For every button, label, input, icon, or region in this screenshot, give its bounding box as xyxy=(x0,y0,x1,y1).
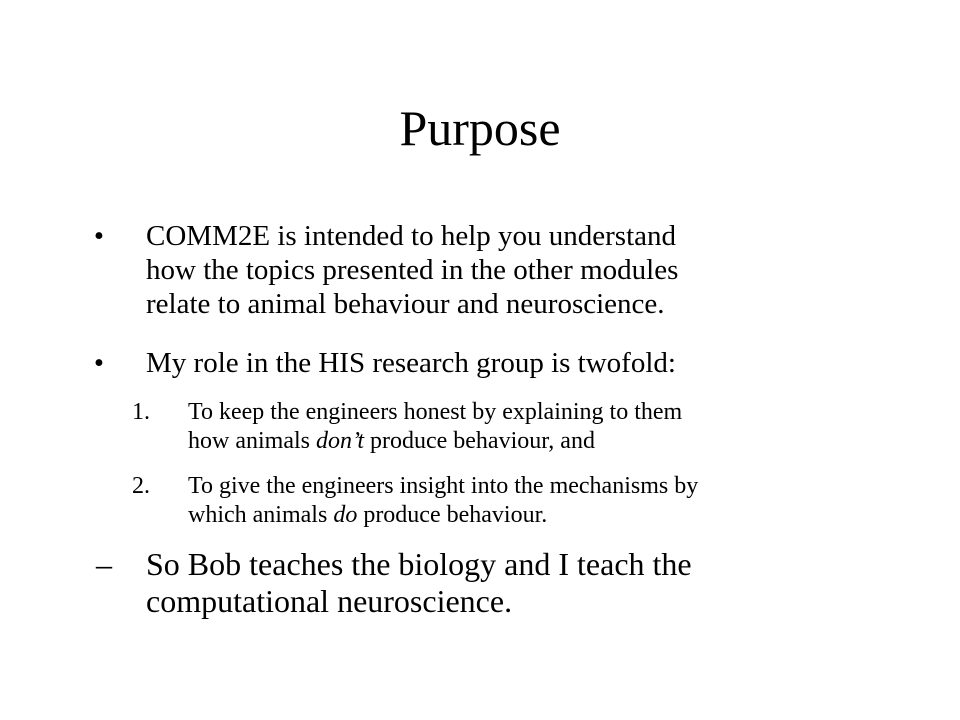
numbered-line xyxy=(188,427,888,456)
number-marker: 1. xyxy=(132,399,150,425)
numbered-line: To give the engineers insight into the mechanisms by xyxy=(188,473,699,499)
text-segment: which animals xyxy=(188,502,334,528)
numbered-line: To keep the engineers honest by explaining to them xyxy=(188,399,683,425)
bullet-text xyxy=(146,219,866,321)
bullet-marker: • xyxy=(93,220,104,252)
numbered-text xyxy=(188,398,888,456)
numbered-line xyxy=(188,501,888,530)
numbered-text xyxy=(188,472,888,530)
bullet-marker: • xyxy=(93,347,104,379)
text-segment: produce behaviour. xyxy=(357,502,548,528)
dash-line: computational neuroscience. xyxy=(146,583,513,619)
emphasis-text: do xyxy=(333,502,358,528)
dash-text xyxy=(146,546,866,620)
dash-line: So Bob teaches the biology and I teach the xyxy=(146,546,692,582)
bullet-text xyxy=(146,346,866,380)
emphasis-text: don’t xyxy=(315,428,364,454)
text-segment: how animals xyxy=(188,428,316,454)
slide-title: Purpose xyxy=(399,100,561,156)
bullet-line: COMM2E is intended to help you understand xyxy=(146,220,677,252)
bullet-line: how the topics presented in the other modules xyxy=(146,254,679,286)
text-segment: produce behaviour, and xyxy=(363,428,595,454)
number-marker: 2. xyxy=(132,473,150,499)
bullet-line: relate to animal behaviour and neuroscience. xyxy=(146,288,665,320)
bullet-line: My role in the HIS research group is twofold: xyxy=(146,347,676,379)
dash-marker: – xyxy=(96,546,112,582)
